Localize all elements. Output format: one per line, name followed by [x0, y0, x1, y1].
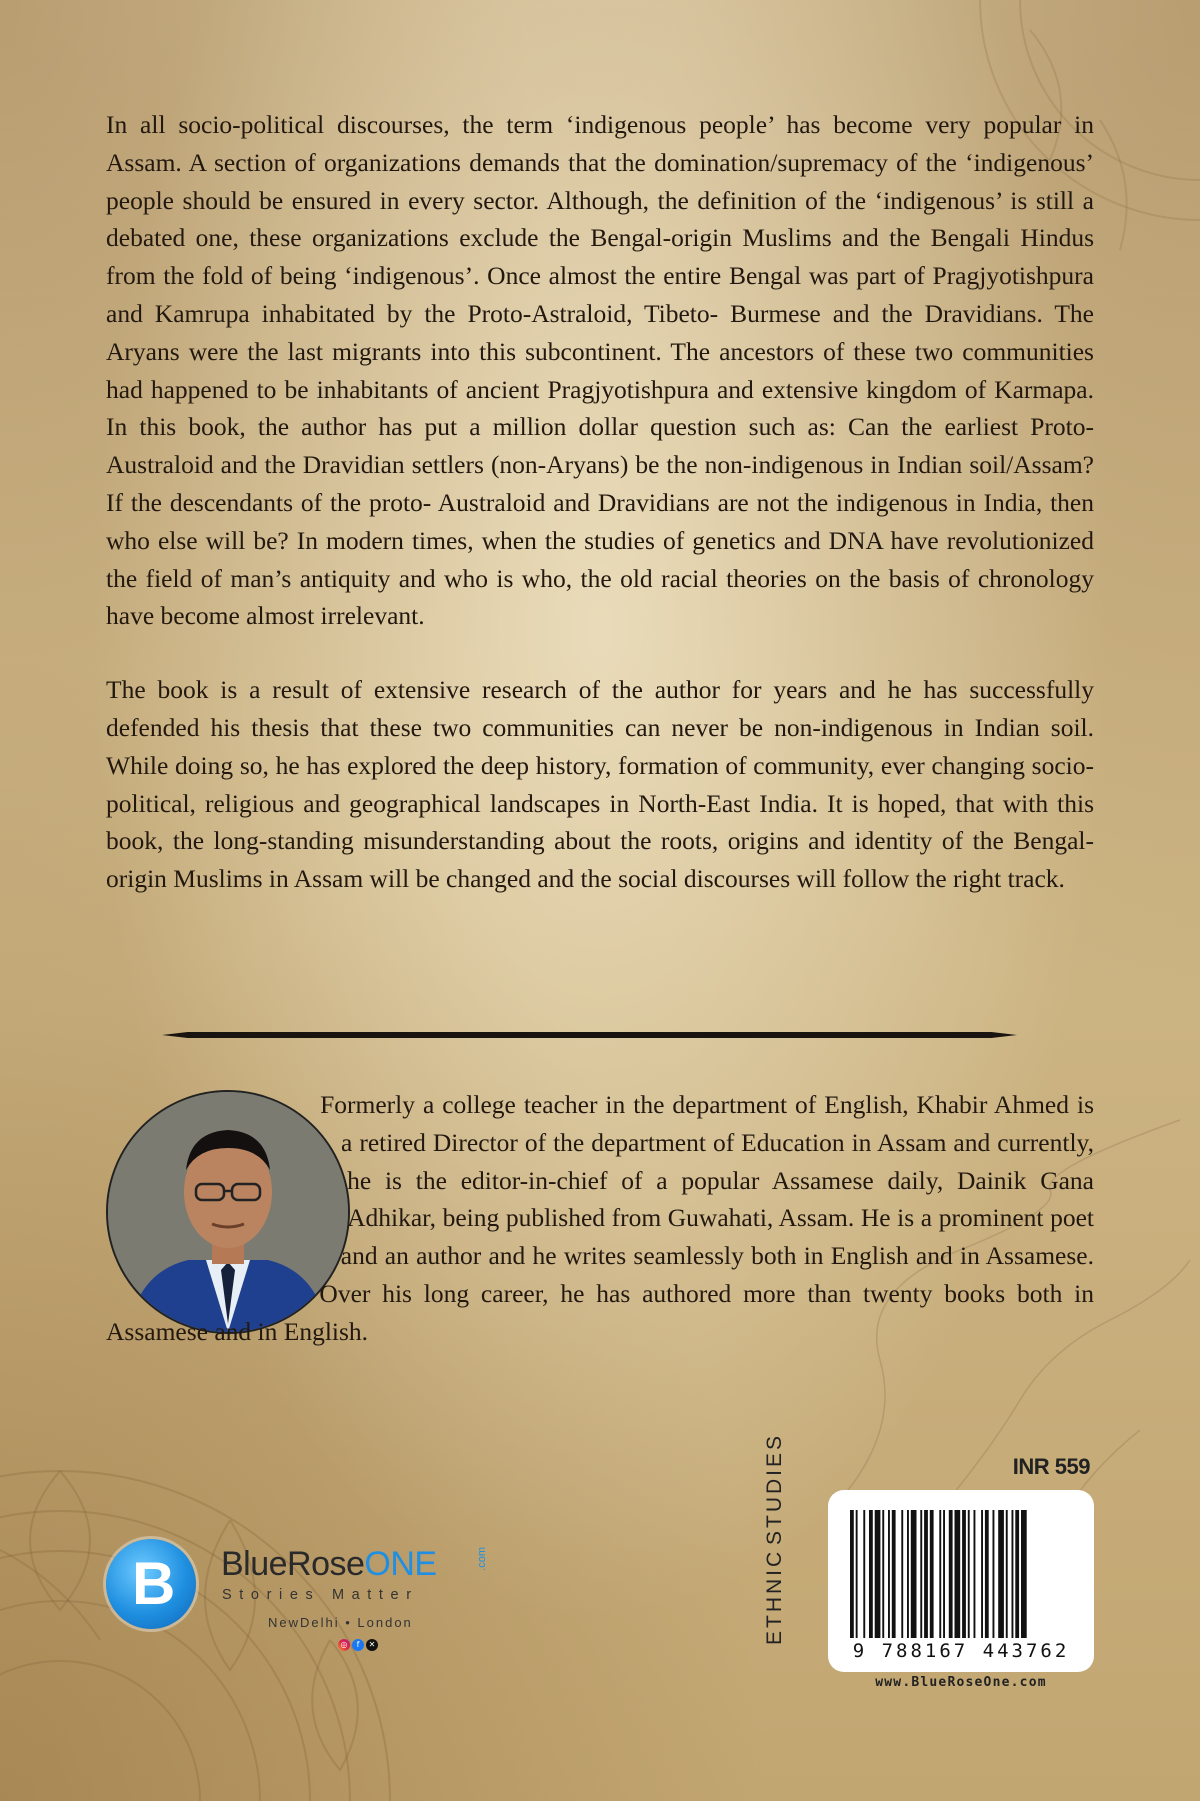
- barcode-bar: [907, 1510, 909, 1638]
- barcode-bar: [981, 1510, 983, 1638]
- author-bio: [106, 1086, 1094, 1351]
- barcode-bar: [850, 1510, 854, 1638]
- price-label: INR 559: [1012, 1454, 1090, 1479]
- barcode-bar: [875, 1510, 881, 1638]
- isbn-barcode: [828, 1490, 1094, 1672]
- publisher-domain-suffix: .com: [476, 1547, 488, 1571]
- instagram-icon: ◎: [338, 1639, 350, 1651]
- barcode-bar: [1006, 1510, 1008, 1638]
- publisher-logo: [106, 1535, 506, 1655]
- category-line: STUDIES: [763, 1432, 786, 1545]
- category-line: ETHNIC: [763, 1548, 786, 1645]
- barcode-bar: [856, 1510, 858, 1638]
- publisher-website: www.BlueRoseOne.com: [875, 1675, 1047, 1690]
- back-cover-blurb: [106, 106, 1094, 934]
- barcode-bar: [920, 1510, 922, 1638]
- publisher-name-part1: BlueRose: [221, 1545, 365, 1583]
- barcode-bar: [901, 1510, 903, 1638]
- barcode-bar: [930, 1510, 934, 1638]
- section-divider: [162, 1030, 1017, 1040]
- publisher-cities: NewDelhi • London: [268, 1615, 413, 1630]
- barcode-bar: [939, 1510, 941, 1638]
- barcode-bar: [955, 1510, 961, 1638]
- publisher-tagline: Stories Matter: [222, 1587, 419, 1603]
- barcode-bar: [985, 1510, 989, 1638]
- barcode-bar: [911, 1510, 917, 1638]
- barcode-bar: [1021, 1510, 1027, 1638]
- barcode-bar: [1012, 1510, 1014, 1638]
- blurb-paragraph: In all socio-political discourses, the term ‘indigenous people’ has become very popular in Assam. A section of organizations demands that the domination/supremacy of the ‘indigenous’ people should be ensured in every sector. Although, the definition of the ‘indigenous’ is still a debated one, these organizations exclude the Bengal-origin Muslims and the Bengali Hindus from the fold of being ‘indigenous’. Once almost the entire Bengal was part of Pragjyotishpura and Kamrupa inhabitated by the Proto-Astraloid, Tibeto- Burmese and the Dravidians. The Aryans were the last migrants into this subcontinent. The ancestors of these two communities had happened to be inhabitants of ancient Pragjyotishpura and extensive kingdom of Karmapa. In this book, the author has put a million dollar question such as: Can the earliest Proto-Australoid and the Dravidian settlers (non-Aryans) be the non-indigenous in Indian soil/Assam? If the descendants of the proto- Australoid and Dravidians are not the indigenous in India, then who else will be? In modern times, when the studies of genetics and DNA have revolutionized the field of man’s antiquity and who is who, the old racial theories on the basis of chronology have become almost irrelevant.: [106, 110, 1094, 631]
- x-icon: ✕: [366, 1639, 378, 1651]
- barcode-bars: [850, 1510, 1072, 1638]
- barcode-bar: [962, 1510, 966, 1638]
- barcode-bar: [968, 1510, 970, 1638]
- barcode-bar: [943, 1510, 945, 1638]
- isbn-number: 9 788167 443762: [852, 1640, 1070, 1662]
- book-category: [762, 1432, 822, 1645]
- logo-letter: B: [132, 1550, 176, 1617]
- publisher-name: [221, 1545, 437, 1584]
- photo-spacer: [106, 1086, 338, 1312]
- barcode-bar: [888, 1510, 890, 1638]
- blurb-paragraph: The book is a result of extensive research of the author for years and he has successfully defended his thesis that these two communities can never be non-indigenous in Indian soil. While doing so, he has explored the deep history, formation of community, ever changing socio-political, religious and geographical landscapes in North-East India. It is hoped, that with this book, the long-standing misunderstanding about the roots, origins and identity of the Bengal-origin Muslims in Assam will be changed and the social discourses will follow the right track.: [106, 675, 1094, 894]
- barcode-bar: [974, 1510, 976, 1638]
- barcode-bar: [892, 1510, 896, 1638]
- barcode-bar: [882, 1510, 884, 1638]
- facebook-icon: f: [352, 1639, 364, 1651]
- barcode-bar: [863, 1510, 865, 1638]
- author-bio-text: Formerly a college teacher in the department of English, Khabir Ahmed is a retired Director of the department of Education in Assam and currently, he is the editor-in-chief of a popular Assamese daily, Dainik Gana Adhikar, being published from Guwahati, Assam. He is a prominent poet and an author and he writes seamlessly both in English and in Assamese. Over his long career, he has authored more than twenty books both in Assamese and in English.: [106, 1090, 1094, 1346]
- barcode-bar: [1015, 1510, 1019, 1638]
- social-icons: [338, 1639, 378, 1651]
- barcode-bar: [998, 1510, 1004, 1638]
- publisher-name-part2: ONE: [364, 1545, 437, 1583]
- barcode-bar: [949, 1510, 953, 1638]
- barcode-bar: [993, 1510, 995, 1638]
- barcode-bar: [924, 1510, 928, 1638]
- barcode-bar: [869, 1510, 873, 1638]
- bluerose-logo-icon: [106, 1539, 196, 1629]
